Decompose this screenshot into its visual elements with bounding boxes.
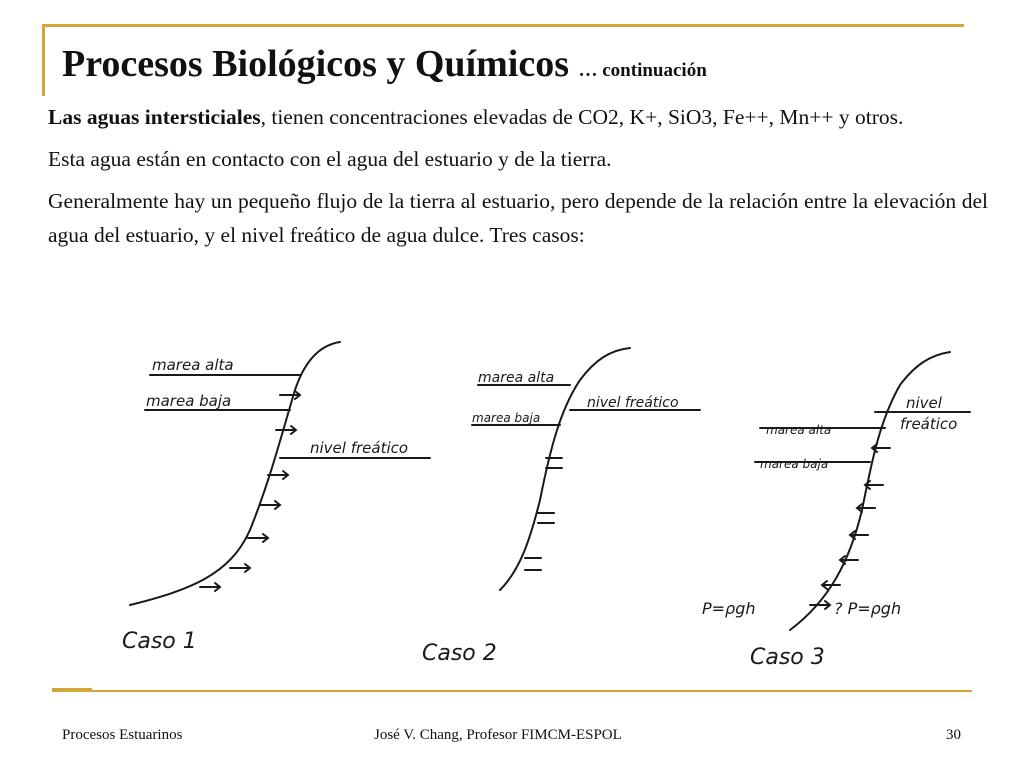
paragraph-3: Generalmente hay un pequeño flujo de la tierra al estuario, pero depende de la relación entre la elevación del agua del estuario, y el nivel freático de agua dulce. Tres casos: <box>48 189 988 247</box>
case2-marea-alta-label: marea alta <box>478 370 555 386</box>
case1-marea-alta-label: marea alta <box>152 356 234 374</box>
case2-flow-marks <box>525 458 562 570</box>
case3-freatico-label: freático <box>900 415 958 433</box>
case3-pressure-right: ? P=ρgh <box>834 599 902 618</box>
case3-nivel-label: nivel <box>906 394 942 412</box>
case1-marea-baja-label: marea baja <box>146 392 232 410</box>
paragraph-1-rest: , tienen concentraciones elevadas de CO2, K+, SiO3, Fe++, Mn++ y otros. <box>260 105 904 129</box>
footer-page-number: 30 <box>946 727 961 743</box>
slide-title <box>62 42 707 86</box>
paragraph-1 <box>48 100 988 134</box>
slide-title-main: Procesos Biológicos y Químicos <box>62 43 569 85</box>
case1-label: Caso 1 <box>122 629 197 654</box>
case2-label: Caso 2 <box>422 641 497 666</box>
hand-drawn-diagram <box>100 330 990 690</box>
slide-body <box>48 100 988 260</box>
case3-label: Caso 3 <box>750 645 825 670</box>
case2-nivel-label: nivel freático <box>587 395 679 411</box>
case3-marea-baja-label: marea baja <box>760 457 829 471</box>
paragraph-2: Esta agua están en contacto con el agua del estuario y de la tierra. <box>48 147 612 171</box>
case3-pressure-left: P=ρgh <box>702 599 756 618</box>
case2-marea-baja-label: marea baja <box>472 411 541 425</box>
diagram-svg <box>100 330 990 690</box>
title-frame-top <box>42 24 964 27</box>
title-frame-left <box>42 24 45 96</box>
slide-title-suffix: … continuación <box>578 60 707 81</box>
case1-shore-curve <box>130 342 340 605</box>
paragraph-1-bold: Las aguas intersticiales <box>48 105 261 129</box>
case1-nivel-label: nivel freático <box>310 439 409 457</box>
footer-author: José V. Chang, Profesor FIMCM-ESPOL <box>374 727 622 743</box>
footer-course: Procesos Estuarinos <box>62 727 183 743</box>
case3-marea-alta-label: marea alta <box>766 423 832 437</box>
footer-divider <box>52 690 972 692</box>
